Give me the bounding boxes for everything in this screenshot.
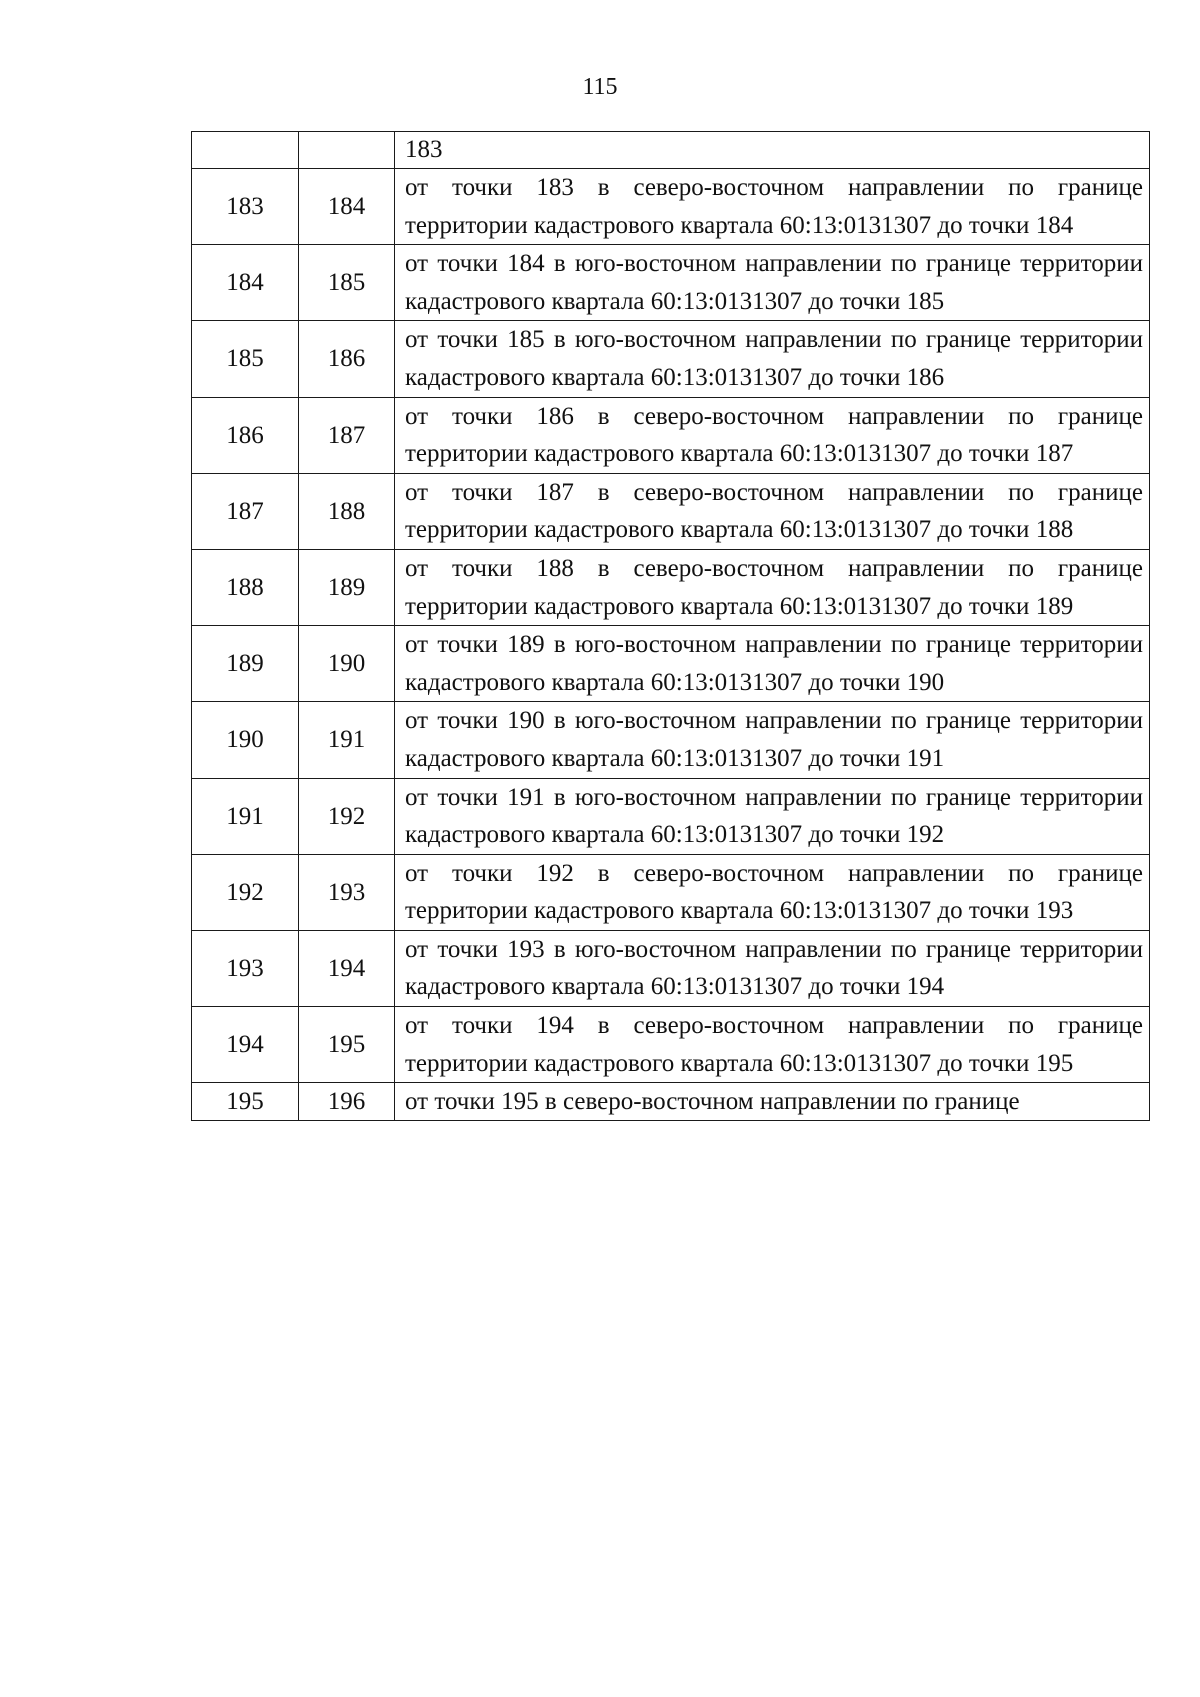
table-row: [192, 397, 1150, 473]
table-row-continuation: [192, 132, 1150, 169]
boundary-description-table: [191, 131, 1150, 1121]
cell-to-point: 184: [299, 169, 395, 245]
cell-to-point: 196: [299, 1083, 395, 1121]
cell-to-point: [299, 132, 395, 169]
table-row: [192, 169, 1150, 245]
cell-to-point: 193: [299, 854, 395, 930]
cell-description: от точки 193 в юго-восточном направлении по границе территории кадастрового квартала 60:13:0131307 до точки 194: [395, 930, 1150, 1006]
table-row: [192, 321, 1150, 397]
cell-to-point: 190: [299, 626, 395, 702]
cell-description: от точки 188 в северо-восточном направлении по границе территории кадастрового квартала 60:13:0131307 до точки 189: [395, 549, 1150, 625]
table-row: [192, 626, 1150, 702]
cell-description: от точки 184 в юго-восточном направлении по границе территории кадастрового квартала 60:13:0131307 до точки 185: [395, 245, 1150, 321]
cell-from-point: 194: [192, 1007, 299, 1083]
cell-description: от точки 187 в северо-восточном направлении по границе территории кадастрового квартала 60:13:0131307 до точки 188: [395, 473, 1150, 549]
table-row: [192, 854, 1150, 930]
table-row: [192, 549, 1150, 625]
cell-from-point: 185: [192, 321, 299, 397]
table-row: [192, 702, 1150, 778]
table-body: [192, 132, 1150, 1121]
cell-description: от точки 190 в юго-восточном направлении по границе территории кадастрового квартала 60:13:0131307 до точки 191: [395, 702, 1150, 778]
cell-description: от точки 189 в юго-восточном направлении по границе территории кадастрового квартала 60:13:0131307 до точки 190: [395, 626, 1150, 702]
cell-description: от точки 195 в северо-восточном направлении по границе: [395, 1083, 1150, 1121]
cell-from-point: 186: [192, 397, 299, 473]
table-row: [192, 245, 1150, 321]
cell-from-point: 188: [192, 549, 299, 625]
cell-description: от точки 185 в юго-восточном направлении по границе территории кадастрового квартала 60:13:0131307 до точки 186: [395, 321, 1150, 397]
cell-from-point: 190: [192, 702, 299, 778]
cell-from-point: 192: [192, 854, 299, 930]
cell-to-point: 188: [299, 473, 395, 549]
cell-from-point: [192, 132, 299, 169]
cell-from-point: 187: [192, 473, 299, 549]
cell-to-point: 185: [299, 245, 395, 321]
cell-from-point: 189: [192, 626, 299, 702]
cell-description: от точки 194 в северо-восточном направлении по границе территории кадастрового квартала 60:13:0131307 до точки 195: [395, 1007, 1150, 1083]
cell-description: от точки 191 в юго-восточном направлении по границе территории кадастрового квартала 60:13:0131307 до точки 192: [395, 778, 1150, 854]
cell-to-point: 195: [299, 1007, 395, 1083]
cell-description: от точки 192 в северо-восточном направлении по границе территории кадастрового квартала 60:13:0131307 до точки 193: [395, 854, 1150, 930]
table-row: [192, 778, 1150, 854]
cell-to-point: 186: [299, 321, 395, 397]
cell-from-point: 191: [192, 778, 299, 854]
table-row: [192, 473, 1150, 549]
cell-to-point: 191: [299, 702, 395, 778]
table-row-partial: [192, 1083, 1150, 1121]
cell-description: 183: [395, 132, 1150, 169]
cell-description: от точки 186 в северо-восточном направлении по границе территории кадастрового квартала 60:13:0131307 до точки 187: [395, 397, 1150, 473]
cell-from-point: 183: [192, 169, 299, 245]
page-number: 115: [582, 74, 618, 100]
cell-description: от точки 183 в северо-восточном направлении по границе территории кадастрового квартала 60:13:0131307 до точки 184: [395, 169, 1150, 245]
cell-from-point: 184: [192, 245, 299, 321]
table-row: [192, 1007, 1150, 1083]
cell-to-point: 187: [299, 397, 395, 473]
cell-from-point: 195: [192, 1083, 299, 1121]
cell-to-point: 194: [299, 930, 395, 1006]
cell-from-point: 193: [192, 930, 299, 1006]
table-row: [192, 930, 1150, 1006]
cell-to-point: 189: [299, 549, 395, 625]
cell-to-point: 192: [299, 778, 395, 854]
